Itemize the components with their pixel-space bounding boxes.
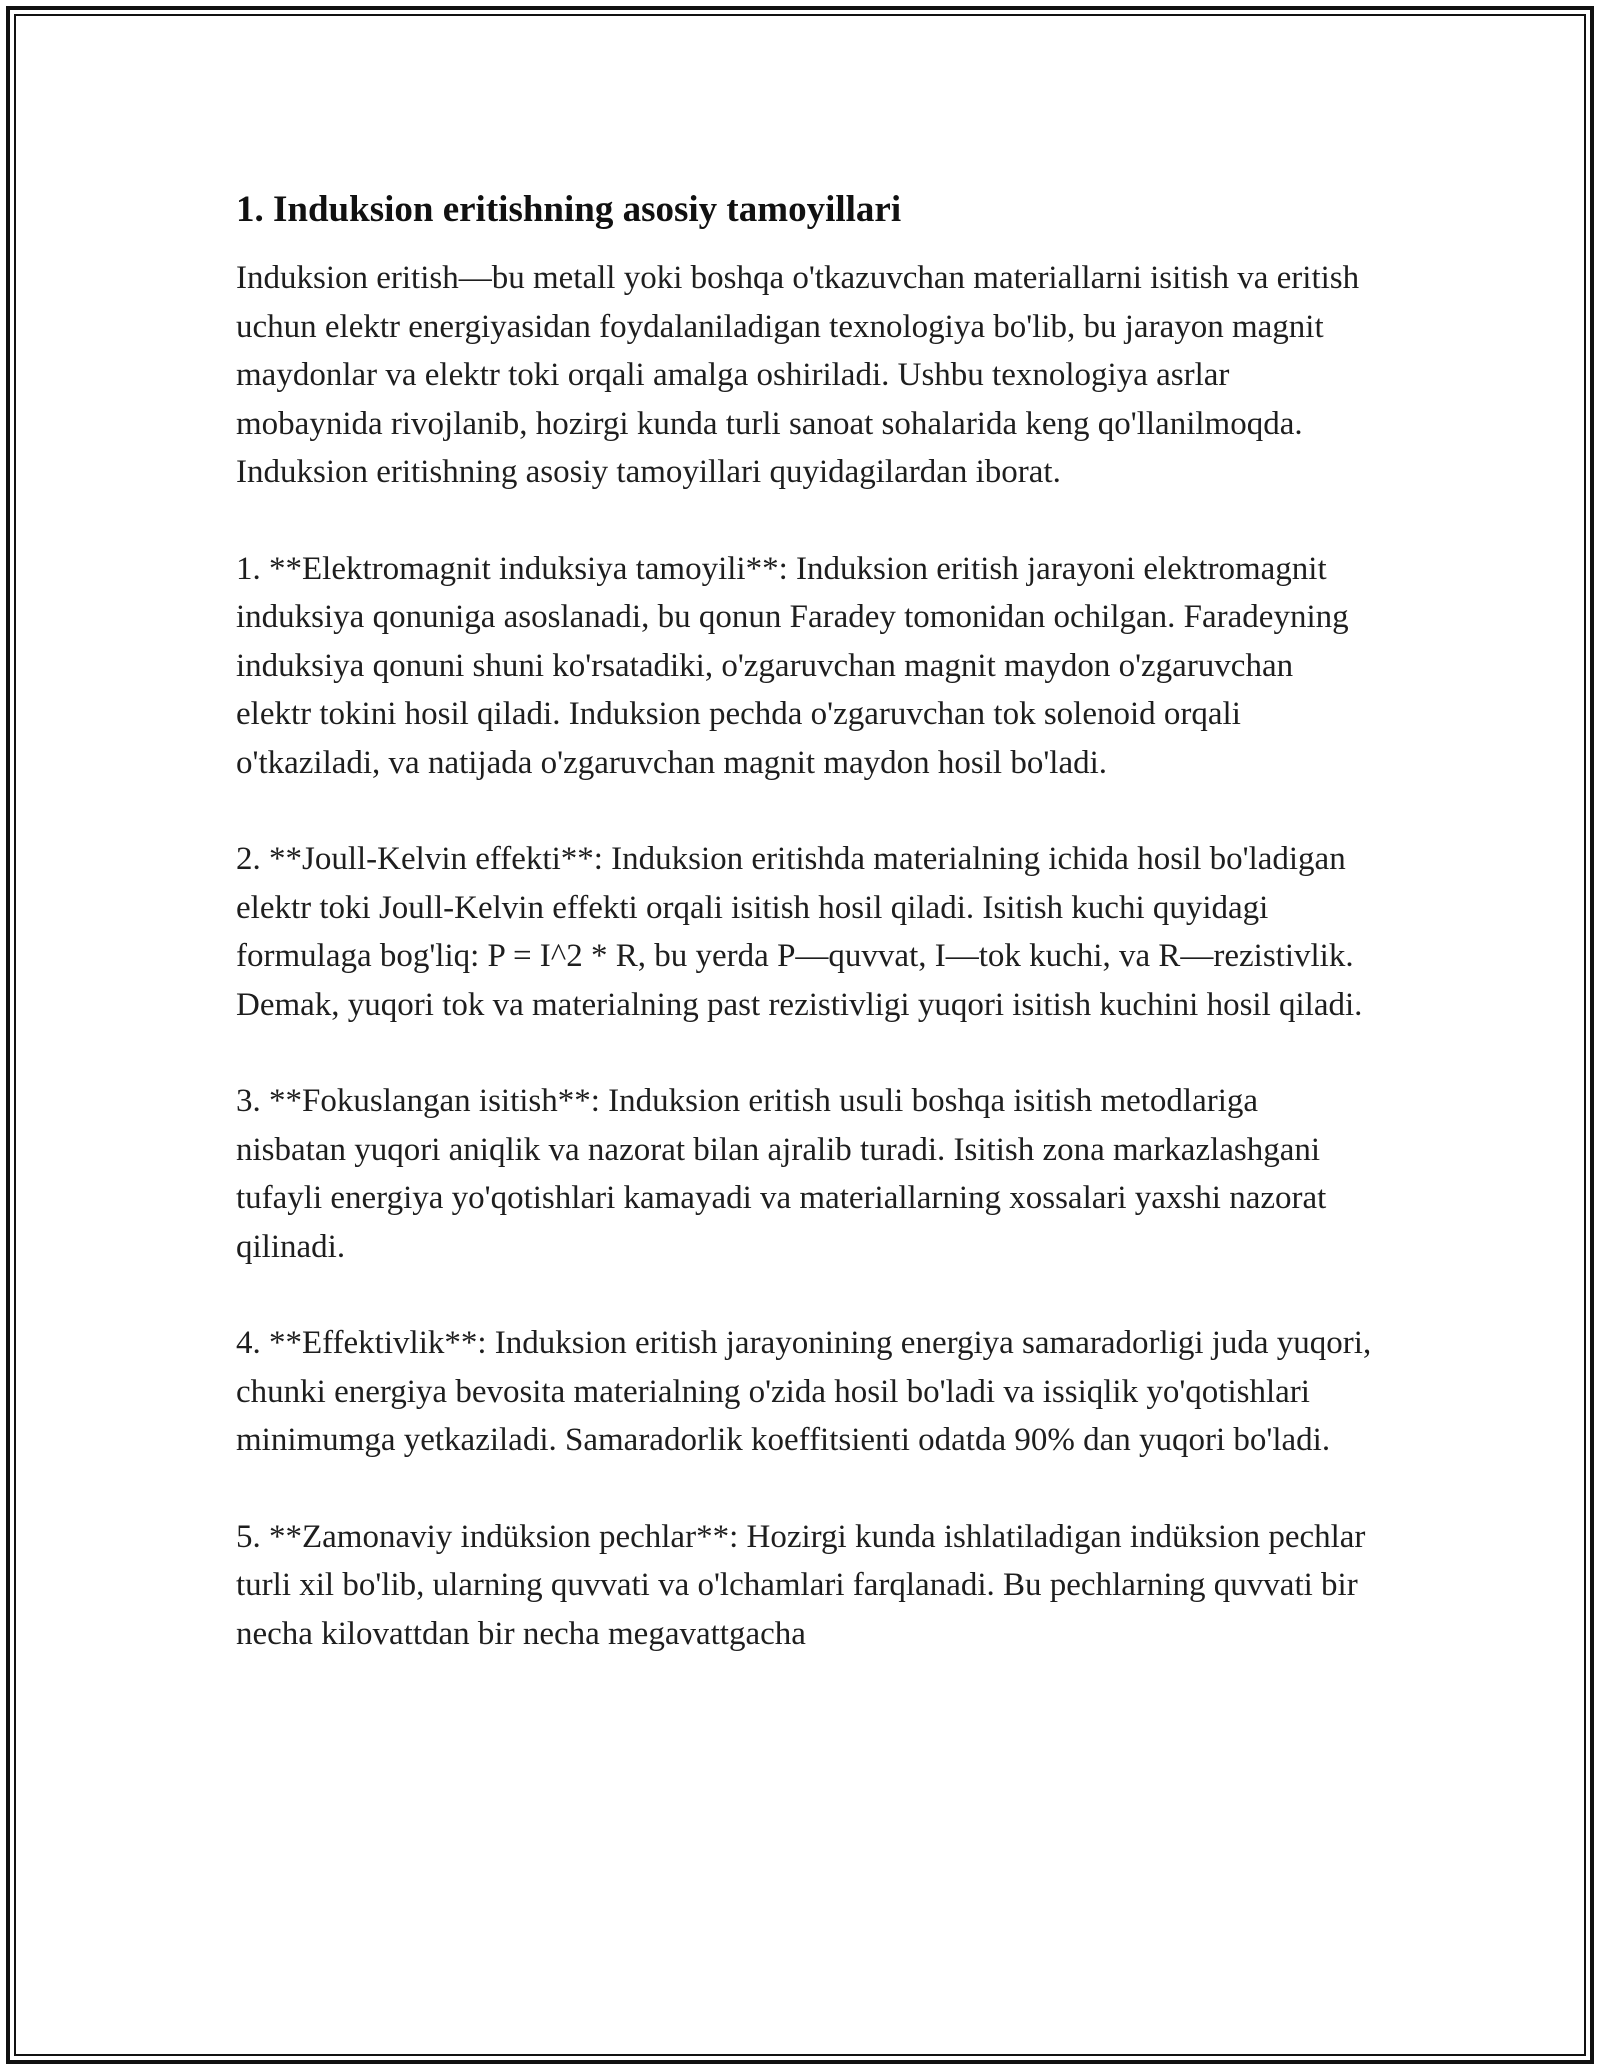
document-body [236,186,1376,1706]
principle-3-paragraph: 3. **Fokuslangan isitish**: Induksion eritish usuli boshqa isitish metodlariga nisbatan yuqori aniqlik va nazorat bilan ajralib turadi. Isitish zona markazlashgani tufayli energiya yo'qotishlari kamayadi va materiallarning xossalari yaxshi nazorat qilinadi. [236,1083,1327,1265]
principle-2-paragraph: 2. **Joull-Kelvin effekti**: Induksion eritishda materialning ichida hosil bo'ladigan elektr toki Joull-Kelvin effekti orqali isitish hosil qiladi. Isitish kuchi quyidagi formulaga bog'liq: P = I^2 * R, bu yerda P—quvvat, I—tok kuchi, va R—rezistivlik. Demak, yuqori tok va materialning past rezistivligi yuqori isitish kuchini hosil qiladi. [236,841,1363,1023]
section-heading: 1. Induksion eritishning asosiy tamoyillari [236,189,902,230]
intro-paragraph: Induksion eritish—bu metall yoki boshqa o'tkazuvchan materiallarni isitish va eritish uchun elektr energiyasidan foydalaniladigan texnologiya bo'lib, bu jarayon magnit maydonlar va elektr toki orqali amalga oshiriladi. Ushbu texnologiya asrlar mobaynida rivojlanib, hozirgi kunda turli sanoat sohalarida keng qo'llanilmoqda. Induksion eritishning asosiy tamoyillari quyidagilardan iborat. [236,260,1360,490]
principle-5-paragraph: 5. **Zamonaviy indüksion pechlar**: Hozirgi kunda ishlatiladigan indüksion pechlar turli xil bo'lib, ularning quvvati va o'lchamlari farqlanadi. Bu pechlarning quvvati bir necha kilovattdan bir necha megavattgacha [236,1518,1366,1652]
principle-1-paragraph: 1. **Elektromagnit induksiya tamoyili**: Induksion eritish jarayoni elektromagnit induksiya qonuniga asoslanadi, bu qonun Faradey tomonidan ochilgan. Faradeyning induksiya qonuni shuni ko'rsatadiki, o'zgaruvchan magnit maydon o'zgaruvchan elektr tokini hosil qiladi. Induksion pechda o'zgaruvchan tok solenoid orqali o'tkaziladi, va natijada o'zgaruvchan magnit maydon hosil bo'ladi. [236,550,1349,781]
principle-4-paragraph: 4. **Effektivlik**: Induksion eritish jarayonining energiya samaradorligi juda yuqori, chunki energiya bevosita materialning o'zida hosil bo'ladi va issiqlik yo'qotishlari minimumga yetkaziladi. Samaradorlik koeffitsienti odatda 90% dan yuqori bo'ladi. [236,1325,1372,1458]
